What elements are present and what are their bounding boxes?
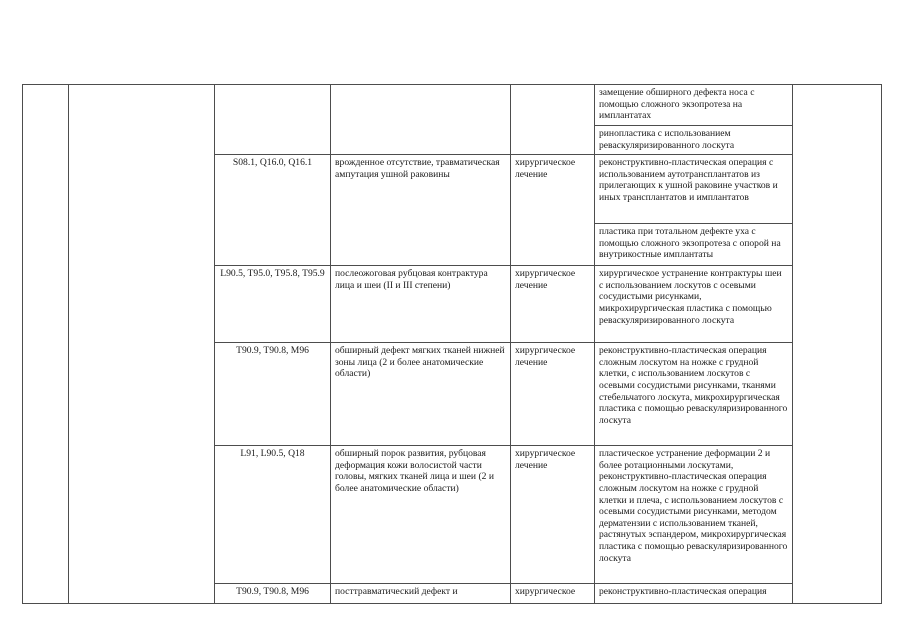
table-cell-method: пластика при тотальном дефекте уха с помощью сложного экзопротеза с опорой на внутрикостные имплантаты (595, 224, 793, 266)
treatment-methods-table (22, 84, 882, 604)
table-cell-number (23, 85, 69, 604)
table-cell-method: пластическое устранение деформации 2 и более ротационными лоскутами, реконструктивно-пластическая операция сложным лоскутом на ножке с грудной клетки и плеча, с использованием лоскутов с осевыми сосудистыми рисунками, методом дерматензии с использованием тканей, растянутых эспандером, микрохирургическая пластика с помощью реваскуляризированного лоскута (595, 446, 793, 584)
table-cell-cost (793, 85, 882, 604)
table-cell-profile (69, 85, 215, 604)
table-cell-icd-codes: T90.9, T90.8, M96 (215, 343, 331, 446)
table-cell-treatment-type (511, 85, 595, 155)
table-cell-method: реконструктивно-пластическая операция (595, 584, 793, 604)
table-cell-treatment-type: хирургическое лечение (511, 155, 595, 266)
table-cell-icd-codes: L91, L90.5, Q18 (215, 446, 331, 584)
table-cell-treatment-type: хирургическое лечение (511, 343, 595, 446)
table-cell-method: реконструктивно-пластическая операция сложным лоскутом на ножке с грудной клетки, с использованием лоскутов с осевыми сосудистыми рисунками, тканями стебельчатого лоскута, микрохирургическая пластика с помощью реваскуляризированного лоскута (595, 343, 793, 446)
table-cell-treatment-type: хирургическое лечение (511, 266, 595, 343)
table-cell-condition: обширный порок развития, рубцовая деформация кожи волосистой части головы, мягких тканей лица и шеи (2 и более анатомические области) (331, 446, 511, 584)
table-row (23, 85, 882, 126)
table-cell-icd-codes (215, 85, 331, 155)
table-cell-condition: врожденное отсутствие, травматическая ампутация ушной раковины (331, 155, 511, 266)
table-cell-condition: обширный дефект мягких тканей нижней зоны лица (2 и более анатомические области) (331, 343, 511, 446)
table-cell-condition: послеожоговая рубцовая контрактура лица и шеи (II и III степени) (331, 266, 511, 343)
table-cell-treatment-type: хирургическое лечение (511, 446, 595, 584)
table-cell-method: реконструктивно-пластическая операция с использованием аутотрансплантатов из прилегающих к ушной раковине участков и иных трансплантатов и имплантатов (595, 155, 793, 224)
table-cell-condition: посттравматический дефект и (331, 584, 511, 604)
table-cell-method: хирургическое устранение контрактуры шеи с использованием лоскутов с осевыми сосудистыми рисунками, микрохирургическая пластика с помощью реваскуляризированного лоскута (595, 266, 793, 343)
table-cell-method: замещение обширного дефекта носа с помощью сложного экзопротеза на имплантатах (595, 85, 793, 126)
table-cell-condition (331, 85, 511, 155)
table-cell-method: ринопластика с использованием реваскуляризированного лоскута (595, 126, 793, 155)
table-cell-icd-codes: S08.1, Q16.0, Q16.1 (215, 155, 331, 266)
table-cell-icd-codes: T90.9, T90.8, M96 (215, 584, 331, 604)
table-cell-icd-codes: L90.5, T95.0, T95.8, T95.9 (215, 266, 331, 343)
table-cell-treatment-type: хирургическое (511, 584, 595, 604)
